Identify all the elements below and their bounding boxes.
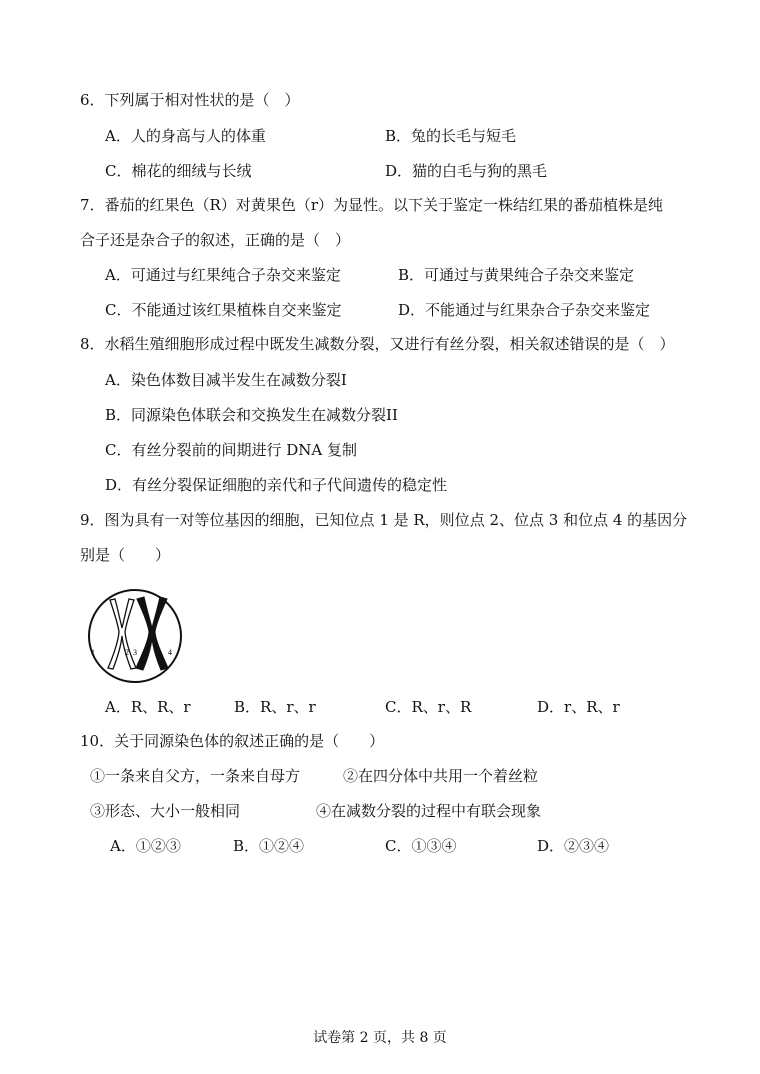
locus-label-3: 3 (133, 648, 137, 657)
q8-option-c: C．有丝分裂前的间期进行 DNA 复制 (105, 441, 357, 459)
locus-label-2: 2 (125, 648, 129, 657)
q10-option-a: A．①②③ (110, 837, 181, 855)
q10-statement-2: ②在四分体中共用一个着丝粒 (343, 767, 539, 785)
locus-label-4: 4 (168, 648, 172, 657)
question-7-stem-line1: 7．番茄的红果色（R）对黄果色（r）为显性。以下关于鉴定一株结红果的番茄植株是纯 (80, 196, 664, 214)
q6-option-d: D．猫的白毛与狗的黑毛 (385, 162, 548, 180)
chromosome-black (136, 597, 168, 670)
q6-option-c: C．棉花的细绒与长绒 (105, 162, 252, 180)
q10-statement-3: ③形态、大小一般相同 (90, 802, 241, 820)
question-7-stem-line2: 合子还是杂合子的叙述，正确的是（ ） (80, 231, 351, 249)
question-10-stem: 10．关于同源染色体的叙述正确的是（ ） (80, 732, 385, 750)
q9-option-b: B．R、r、r (234, 698, 316, 716)
q7-option-a: A．可通过与红果纯合子杂交来鉴定 (105, 266, 341, 284)
locus-label-1: 1 (91, 648, 95, 657)
cell-chromosome-figure (80, 588, 190, 684)
question-9-stem-line1: 9．图为具有一对等位基因的细胞，已知位点 1 是 R，则位点 2、位点 3 和位点 4 的基因分 (80, 511, 688, 529)
q10-option-c: C．①③④ (385, 837, 457, 855)
page-footer: 试卷第 2 页，共 8 页 (313, 1030, 447, 1046)
q9-option-a: A．R、R、r (105, 698, 191, 716)
q9-option-d: D．r、R、r (537, 698, 620, 716)
question-8-stem: 8．水稻生殖细胞形成过程中既发生减数分裂，又进行有丝分裂，相关叙述错误的是（ ） (80, 335, 675, 353)
q8-option-b: B．同源染色体联会和交换发生在减数分裂II (105, 406, 398, 424)
question-6-stem: 6．下列属于相对性状的是（ ） (80, 91, 300, 109)
q10-option-b: B．①②④ (233, 837, 305, 855)
q6-option-b: B．兔的长毛与短毛 (385, 127, 517, 145)
chromosome-outline (108, 599, 136, 669)
q10-statement-4: ④在减数分裂的过程中有联会现象 (316, 802, 542, 820)
q8-option-a: A．染色体数目减半发生在减数分裂I (105, 371, 347, 389)
q7-option-d: D．不能通过与红果杂合子杂交来鉴定 (398, 301, 651, 319)
question-9-stem-line2: 别是（ ） (80, 546, 171, 564)
q8-option-d: D．有丝分裂保证细胞的亲代和子代间遗传的稳定性 (105, 476, 448, 494)
q9-option-c: C．R、r、R (385, 698, 472, 716)
q7-option-c: C．不能通过该红果植株自交来鉴定 (105, 301, 342, 319)
q7-option-b: B．可通过与黄果纯合子杂交来鉴定 (398, 266, 635, 284)
q6-option-a: A．人的身高与人的体重 (105, 127, 266, 145)
q10-option-d: D．②③④ (537, 837, 610, 855)
q10-statement-1: ①一条来自父方，一条来自母方 (90, 767, 301, 785)
